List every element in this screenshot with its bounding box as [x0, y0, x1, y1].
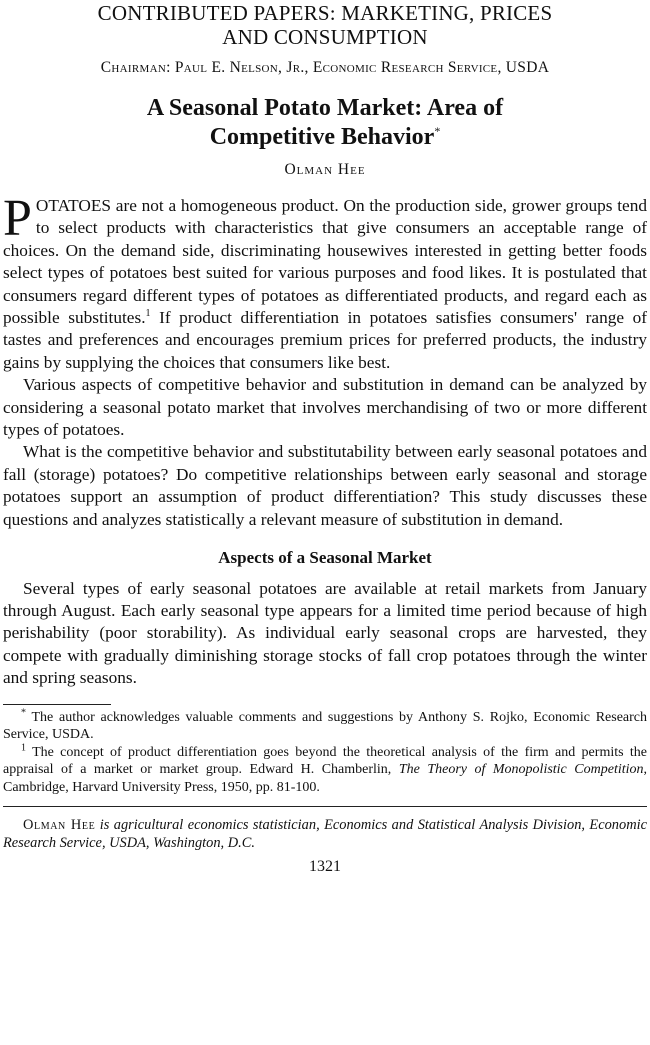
article-body — [3, 190, 647, 690]
footnote-1-book-title: The Theory of Monopolistic Competition — [398, 762, 644, 778]
footnote-star-text: The author acknowledges valuable comments and suggestions by Anthony S. Rojko, Economic Research Service, USDA. — [3, 709, 647, 743]
footnote-star — [3, 706, 647, 744]
subsection-heading: Aspects of a Seasonal Market — [218, 548, 432, 568]
author-bio-name: Olman Hee — [23, 817, 96, 834]
chairman-line: Chairman: Paul E. Nelson, Jr., Economic Research Service, USDA — [100, 59, 550, 76]
paragraph-1 — [3, 190, 647, 374]
footnote-1 — [3, 741, 648, 797]
article-title — [3, 94, 647, 152]
paragraph-2: Various aspects of competitive behavior and substitution in demand can be analyzed by considering a seasonal potato market that involves merchandising of two or more different types of potatoes. — [3, 375, 647, 440]
footnote-1-text-b: , Cambridge, Harvard University Press, 1950, pp. 81-100. — [3, 762, 648, 795]
author-name: Olman Hee — [284, 161, 366, 178]
section-heading-line2: AND CONSUMPTION — [222, 25, 428, 49]
section-heading — [3, 1, 647, 49]
paragraph-1-text-a: OTATOES are not a homogeneous product. On the production side, grower groups tend to select products with characteristics that give consumers an acceptable range of choices. On the demand side, discriminating housewives interested in getting better foods select types of potatoes best suited for various purposes and food likes. It is postulated that consumers regard different types of potatoes as differentiated products, and regard each as possible substitutes. — [3, 196, 647, 328]
title-footnote-marker[interactable]: * — [434, 124, 441, 138]
footnotes — [3, 704, 647, 797]
footnote-1-marker: 1 — [21, 741, 26, 753]
footnote-1-text-a: The concept of product differentiation goes beyond the theoretical analysis of the firm and permits the appraisal of a market or market group. Edward H. Chamberlin, — [3, 744, 647, 778]
footnote-ref-1[interactable]: 1 — [145, 308, 151, 320]
author-bio — [3, 816, 647, 852]
paragraph-4: Several types of early seasonal potatoes are available at retail markets from January through August. Each early seasonal type appears for a limited time period because of high perishability (poor storability). As individual early seasonal crops are harvested, they compete with gradually diminishing storage stocks of fall crop potatoes through the winter and spring seasons. — [3, 578, 647, 688]
paragraph-1-text-b: If product differentiation in potatoes satisfies consumers' range of tastes and preferences and encourages premium prices for preferred products, the industry gains by supplying the choices that consumers like best. — [3, 308, 647, 372]
article-title-line1: A Seasonal Potato Market: Area of — [146, 95, 504, 121]
author-bio-text: is agricultural economics statistician, Economics and Statistical Analysis Division, Economic Research Service, USDA, Washington, D.C. — [3, 817, 647, 852]
paragraph-3: What is the competitive behavior and substitutability between early seasonal potatoes and fall (storage) potatoes? Do competitive relationships between early seasonal and storage potatoes support an assumption of product differentiation? This study discusses these questions and analyzes statistically a relevant measure of substitution in demand. — [3, 442, 647, 529]
article-title-line2: Competitive Behavior — [209, 124, 435, 150]
footnote-rule — [3, 704, 111, 705]
page-number: 1321 — [309, 858, 341, 876]
drop-cap: P — [3, 190, 32, 247]
bio-rule — [3, 806, 647, 807]
section-heading-line1: CONTRIBUTED PAPERS: MARKETING, PRICES — [97, 1, 553, 25]
journal-page — [3, 0, 647, 876]
footnote-star-marker: * — [21, 706, 26, 718]
